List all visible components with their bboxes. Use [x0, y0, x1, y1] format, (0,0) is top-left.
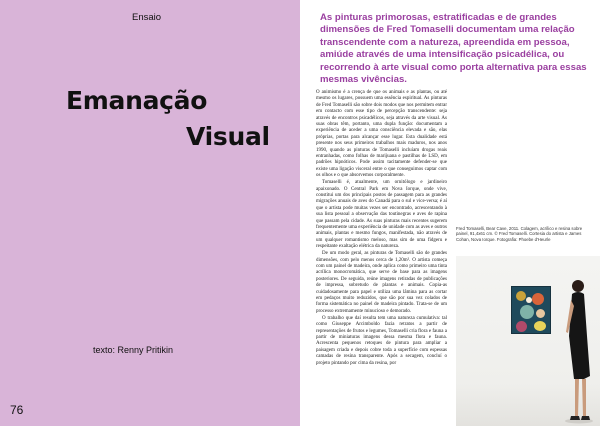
- visitor-figure: [456, 256, 600, 426]
- lead-paragraph: As pinturas primorosas, estratificadas e de grandes dimensões de Fred Tomaselli documentam uma relação transcendente com a natureza, apreendida em pessoa, amiúde através de uma intensificação psicadélica, ou recorrendo à arte visual como porta alternativa para essas mesmas vivências.: [320, 12, 587, 86]
- photo-caption: Fred Tomaselli, Bear Cave, 2011. Colagem, acrílico e resina sobre painel, 91,4x61 cm. © Fred Tomaselli. Cortesia do artista e James Cohan, Nova Iorque. Fotografia: Phoebe d'Heurle: [456, 226, 583, 242]
- article-title-line-1: Emanação: [66, 86, 208, 115]
- right-page: [300, 0, 600, 426]
- body-paragraph: O animismo é a crença de que os animais e as plantas, ou até mesmo os lugares, possuem uma essência espiritual. As pinturas de Fred Tomaselli são sobre dois modos que nos permitem entrar em contacto com esse tipo de percepção transcendente: seja através de encontros psicadélicos, seja através da arte visual. As suas obras têm, portanto, uma dupla função: documentam a experiência de aceder a uma consciência elevada e são, elas próprias, portas para alcançar esse lugar. Esta dualidade está presente nos seus primeiros trabalhos mais maduros, nos anos 1990, quando as pinturas de Tomaselli incluíam drogas reais entranhadas, como folhas de marijuana e pastilhas de LSD, em padrões hipnóticos. Pode assim tacitamente defender-se que existe uma ligação visceral entre o que conseguimos captar com os olhos e o que absorvemos corporalmente.: [316, 90, 447, 179]
- body-paragraph: De um modo geral, as pinturas de Tomaselli são de grandes dimensões, com pelo menos cerca de 1,20m². O artista começa com um painel de madeira, onde aplica como primeiro uma tinta acrílica monocromática, que serve de base para as imagens posteriores. De seguida, reúne imagens retiradas de publicações de impressa, sobretudo de plantas e animais. Copia-as cuidadosamente para papel e utiliza uma lâmina para as cortar em pedaços muito reduzidos, que são por sua vez colados de forma sistemática no painel de madeira pintado. Trata-se de um processo extremamente minucioso e demorado.: [316, 251, 447, 314]
- body-text-column: [316, 90, 447, 367]
- section-label: Ensaio: [132, 12, 162, 23]
- author-credit: texto: Renny Pritikin: [93, 345, 174, 355]
- gallery-photo: [456, 256, 600, 426]
- body-paragraph: O trabalho que daí resulta tem uma natureza cumulativa: tal como Giuseppe Arcimboldo fazia retratos a partir de representações de frutos e legumes, Tomaselli cria flora e fauna a partir de miniaturas imagens dessa mesma flora e fauna. Acrescenta pequenos retoques de pintura para ampliar a paisagem criada e depois cobre toda a superfície com espessas camadas de resina transparente. Após a secagem, concluí o projeto pintando por cima da resina, por: [316, 315, 447, 366]
- page-number: 76: [10, 403, 24, 417]
- body-paragraph: Tomaselli é, atualmente, um ornitólogo e jardineiro apaixonado. O Central Park em Nova Iorque, onde vive, constitui um dos principais postos de passagem para as grandes migrações anuais de aves do Canadá para o sul e vice-versa; é aí que o artista pode muitas vezes ser encontrado, acrescentando à sua lista pessoal a observação das toutinegras e aves de rapina que passam pela cidade. As suas pinturas mais recentes sugerem frequentemente uma experiência de unidade com as aves e outros animais, plantas e mesmo fungos, manifestada, não através de um qualquer romantismo meloso, mas sim de uma fidgeru e respeitante exaltação elétrica da natureza.: [316, 180, 447, 250]
- article-title-line-2: Visual: [186, 122, 270, 151]
